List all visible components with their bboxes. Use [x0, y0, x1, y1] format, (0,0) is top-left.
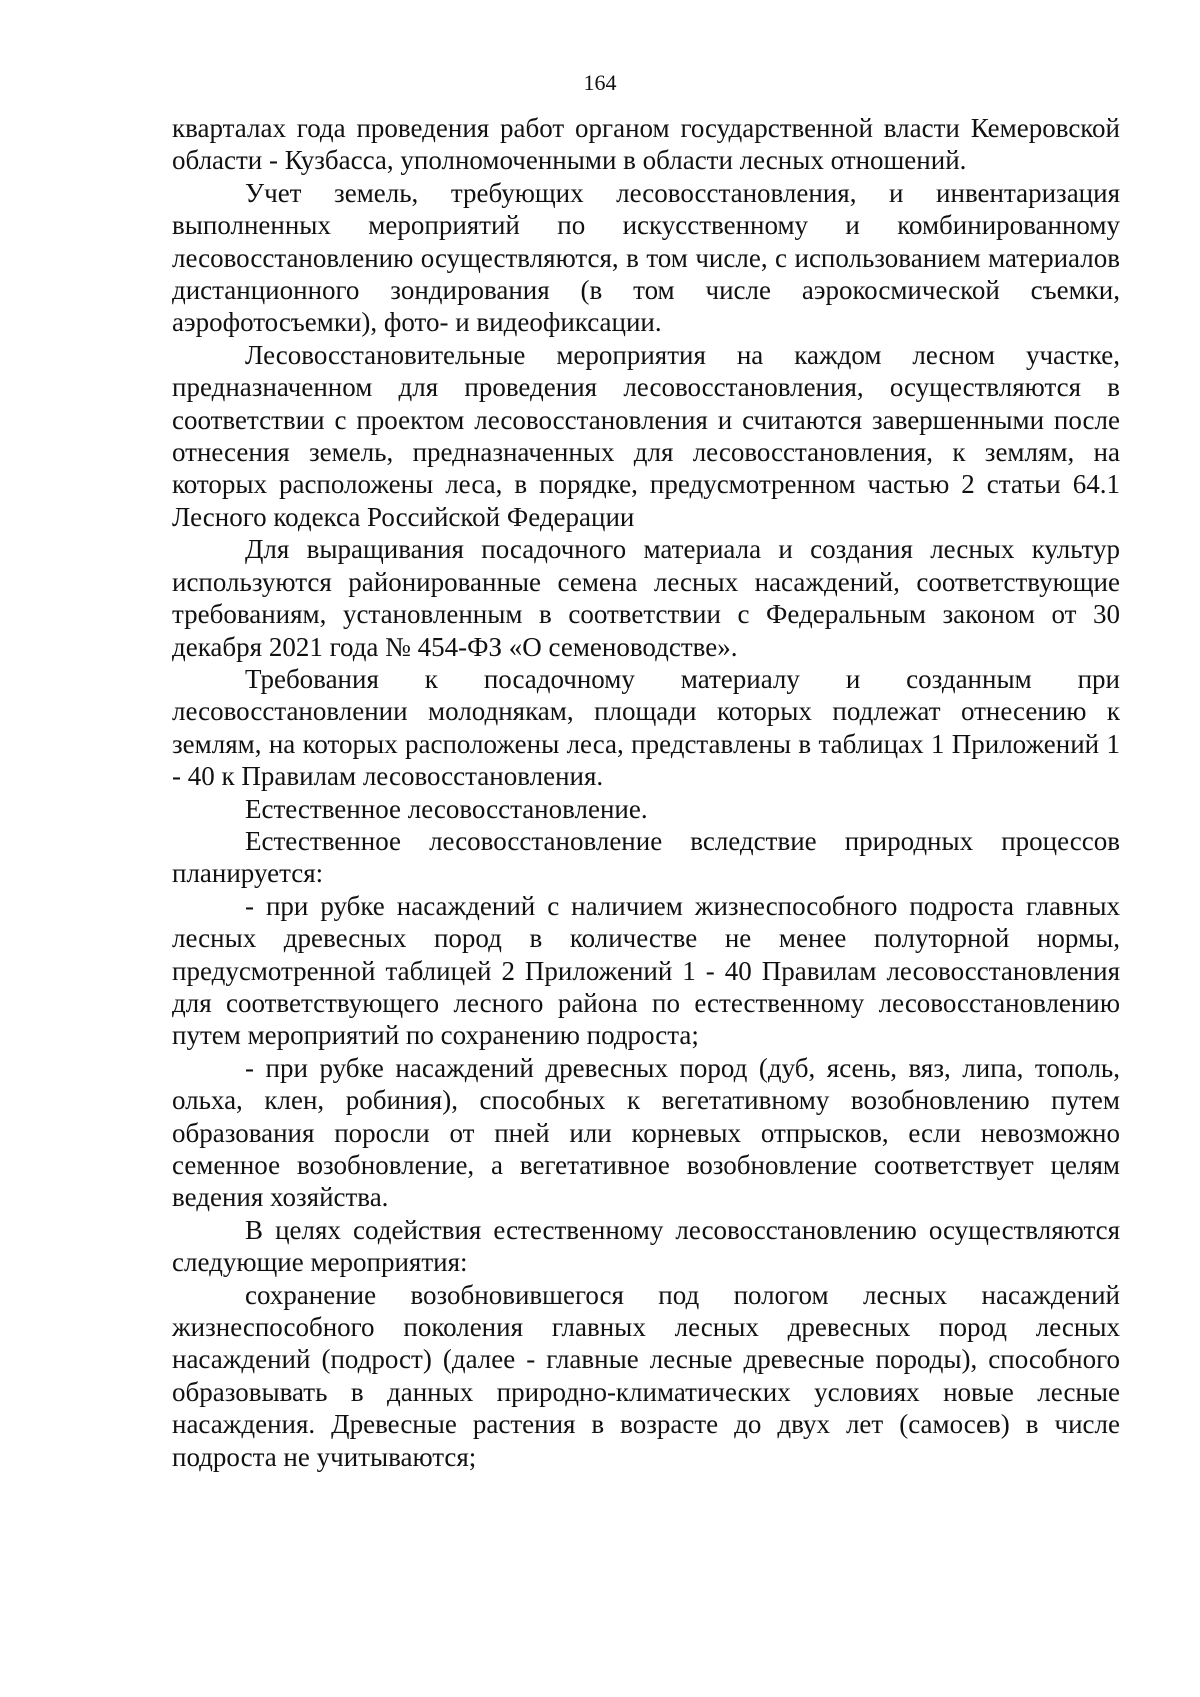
page-body: [172, 112, 1120, 1473]
paragraph: Требования к посадочному материалу и созданным при лесовосстановлении молоднякам, площади которых подлежат отнесению к землям, на которых расположены леса, представлены в таблицах 1 Приложений 1 - 40 к Правилам лесовосстановления.: [172, 663, 1120, 792]
paragraph: сохранение возобновившегося под пологом лесных насаждений жизнеспособного поколения главных лесных древесных пород лесных насаждений (подрост) (далее - главные лесные древесные породы), способного образовывать в данных природно-климатических условиях новые лесные насаждения. Древесные растения в возрасте до двух лет (самосев) в числе подроста не учитываются;: [172, 1279, 1120, 1472]
paragraph: Учет земель, требующих лесовосстановления, и инвентаризация выполненных мероприятий по искусственному и комбинированному лесовосстановлению осуществляются, в том числе, с использованием материалов дистанционного зондирования (в том числе аэрокосмической съемки, аэрофотосъемки), фото- и видеофиксации.: [172, 177, 1120, 338]
paragraph: Естественное лесовосстановление вследствие природных процессов планируется:: [172, 825, 1120, 889]
list-item: - при рубке насаждений древесных пород (дуб, ясень, вяз, липа, тополь, ольха, клен, робиния), способных к вегетативному возобновлению путем образования поросли от пней или корневых отпрысков, если невозможно семенное возобновление, а вегетативное возобновление соответствует целям ведения хозяйства.: [172, 1052, 1120, 1213]
paragraph: В целях содействия естественному лесовосстановлению осуществляются следующие мероприятия:: [172, 1214, 1120, 1278]
paragraph: Лесовосстановительные мероприятия на каждом лесном участке, предназначенном для проведения лесовосстановления, осуществляются в соответствии с проектом лесовосстановления и считаются завершенными после отнесения земель, предназначенных для лесовосстановления, к землям, на которых расположены леса, в порядке, предусмотренном частью 2 статьи 64.1 Лесного кодекса Российской Федерации: [172, 339, 1120, 532]
page-number: 164: [583, 70, 617, 95]
paragraph: Для выращивания посадочного материала и создания лесных культур используются районированные семена лесных насаждений, соответствующие требованиям, установленным в соответствии с Федеральным законом от 30 декабря 2021 года № 454-ФЗ «О семеноводстве».: [172, 534, 1120, 662]
list-item: - при рубке насаждений с наличием жизнеспособного подроста главных лесных древесных пород в количестве не менее полуторной нормы, предусмотренной таблицей 2 Приложений 1 - 40 Правилам лесовосстановления для соответствующего лесного района по естественному лесовосстановлению путем мероприятий по сохранению подроста;: [172, 890, 1120, 1051]
paragraph: Естественное лесовосстановление.: [245, 793, 648, 824]
paragraph: кварталах года проведения работ органом государственной власти Кемеровской области - Кузбасса, уполномоченными в области лесных отношений.: [172, 113, 1120, 176]
